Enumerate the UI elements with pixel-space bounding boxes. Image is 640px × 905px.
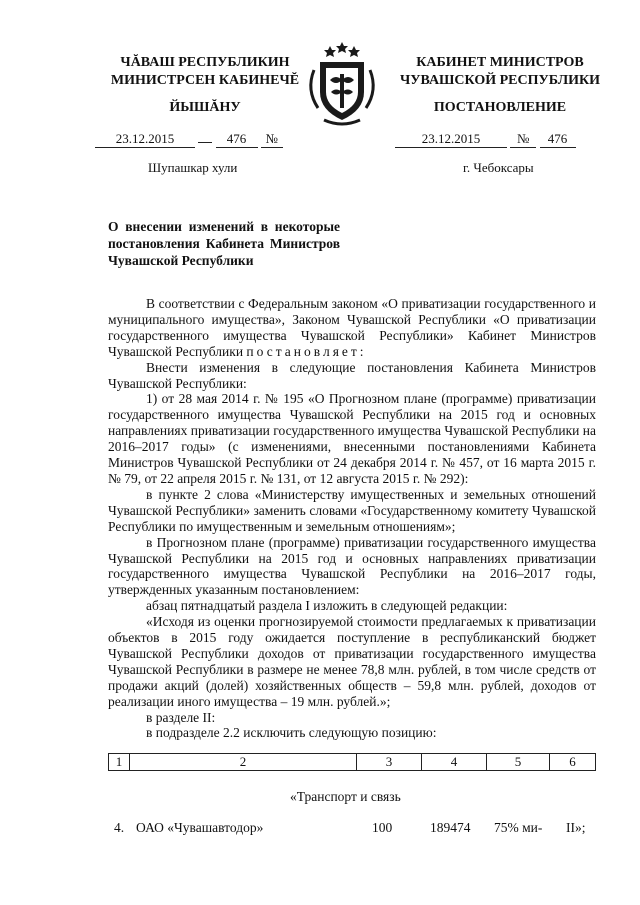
date-line-right — [395, 131, 576, 147]
row-col5: 75% ми- — [494, 820, 543, 835]
place-russian: г. Чебоксары — [463, 160, 534, 175]
col-header-1: 1 — [109, 754, 130, 771]
column-number-table — [108, 753, 596, 771]
col-header-5: 5 — [487, 754, 550, 771]
col-header-6: 6 — [550, 754, 596, 771]
header-left-line2: МИНИСТРСЕН КАБИНЕЧĔ — [110, 73, 300, 88]
paragraph-7: «Исходя из оценки прогнозируемой стоимости предлагаемых к приватизации объектов в 2015 году ожидается поступление в республиканский бюджет Чувашской Республики доходов от приватизации государственного имущества Чувашской Республики в размере не менее 78,8 млн. рублей, в том числе средств от продажи акций (долей) хозяйственных обществ – 59,8 млн. рублей, доходов от реализации иного имущества – 19 млн. рублей.»; — [108, 614, 596, 709]
paragraph-preamble — [108, 296, 596, 360]
date-right: 23.12.2015 — [395, 131, 507, 148]
row-name: ОАО «Чувашавтодор» — [136, 820, 264, 835]
paragraph-2: Внести изменения в следующие постановления Кабинета Министров Чувашской Республики: — [108, 359, 596, 391]
section-title: «Транспорт и связь — [290, 789, 401, 804]
place-chuvash: Шупашкар хули — [148, 160, 238, 175]
document-body — [108, 296, 596, 741]
row-col4: 189474 — [430, 820, 471, 835]
header-left-line1: ЧĂВАШ РЕСПУБЛИКИН — [120, 55, 290, 70]
coat-of-arms-icon — [300, 40, 384, 126]
paragraph-6: абзац пятнадцатый раздела I изложить в следующей редакции: — [146, 598, 508, 614]
paragraph-4: в пункте 2 слова «Министерству имущественных и земельных отношений Чувашской Республики» заменить словами «Государственному комитету Чувашской Республики по имущественным и земельным отношениям»; — [108, 486, 596, 534]
header-right-line2: ЧУВАШСКОЙ РЕСПУБЛИКИ — [399, 73, 601, 88]
header-right-line1: КАБИНЕТ МИНИСТРОВ — [416, 55, 584, 70]
row-num: 4. — [114, 820, 125, 835]
col-header-3: 3 — [357, 754, 422, 771]
doc-type-chuvash: ЙЫШĂНУ — [169, 100, 241, 115]
col-header-2: 2 — [130, 754, 357, 771]
paragraph-8: в разделе II: — [146, 709, 216, 725]
preamble-text: В соответствии с Федеральным законом «О приватизации государственного и муниципального имущества», Законом Чувашской Республики «О приватизации государственного имущества Чувашской Республики» Кабинет Министров Чувашской Республики — [108, 296, 596, 359]
paragraph-5: в Прогнозном плане (программе) приватизации государственного имущества Чувашской Республики на 2015 год и основных направлениях приватизации государственного имущества Чувашской Республики на 2016–2017 годы, утвержденных указанным постановлением: — [108, 534, 596, 598]
row-col6: II»; — [566, 820, 586, 835]
header-left-org — [95, 54, 315, 90]
col-header-4: 4 — [422, 754, 487, 771]
table-row — [109, 754, 596, 771]
date-line-left — [95, 131, 283, 147]
no-sign-right: № — [510, 131, 536, 148]
header-right-org — [390, 54, 610, 90]
preamble-decree-word: постановляет: — [246, 343, 367, 359]
number-left: 476 — [216, 131, 258, 148]
doc-type-russian: ПОСТАНОВЛЕНИЕ — [433, 100, 567, 115]
document-subject: О внесении изменений в некоторые постановления Кабинета Министров Чувашской Республики — [108, 219, 340, 268]
paragraph-3: 1) от 28 мая 2014 г. № 195 «О Прогнозном плане (программе) приватизации государственного имущества Чувашской Республики на 2015 год и основных направлениях приватизации государственного имущества Чувашской Республики на 2016–2017 годы» (с изменениями, внесенными постановлениями Кабинета Министров Чувашской Республики от 24 декабря 2014 г. № 457, от 16 марта 2015 г. № 79, от 22 апреля 2015 г. № 131, от 12 августа 2015 г. № 292): — [108, 391, 596, 486]
date-left: 23.12.2015 — [95, 131, 195, 148]
paragraph-9: в подразделе 2.2 исключить следующую позицию: — [146, 725, 437, 741]
no-sign-left: № — [261, 131, 283, 148]
number-right: 476 — [540, 131, 576, 148]
row-col3: 100 — [372, 820, 393, 835]
